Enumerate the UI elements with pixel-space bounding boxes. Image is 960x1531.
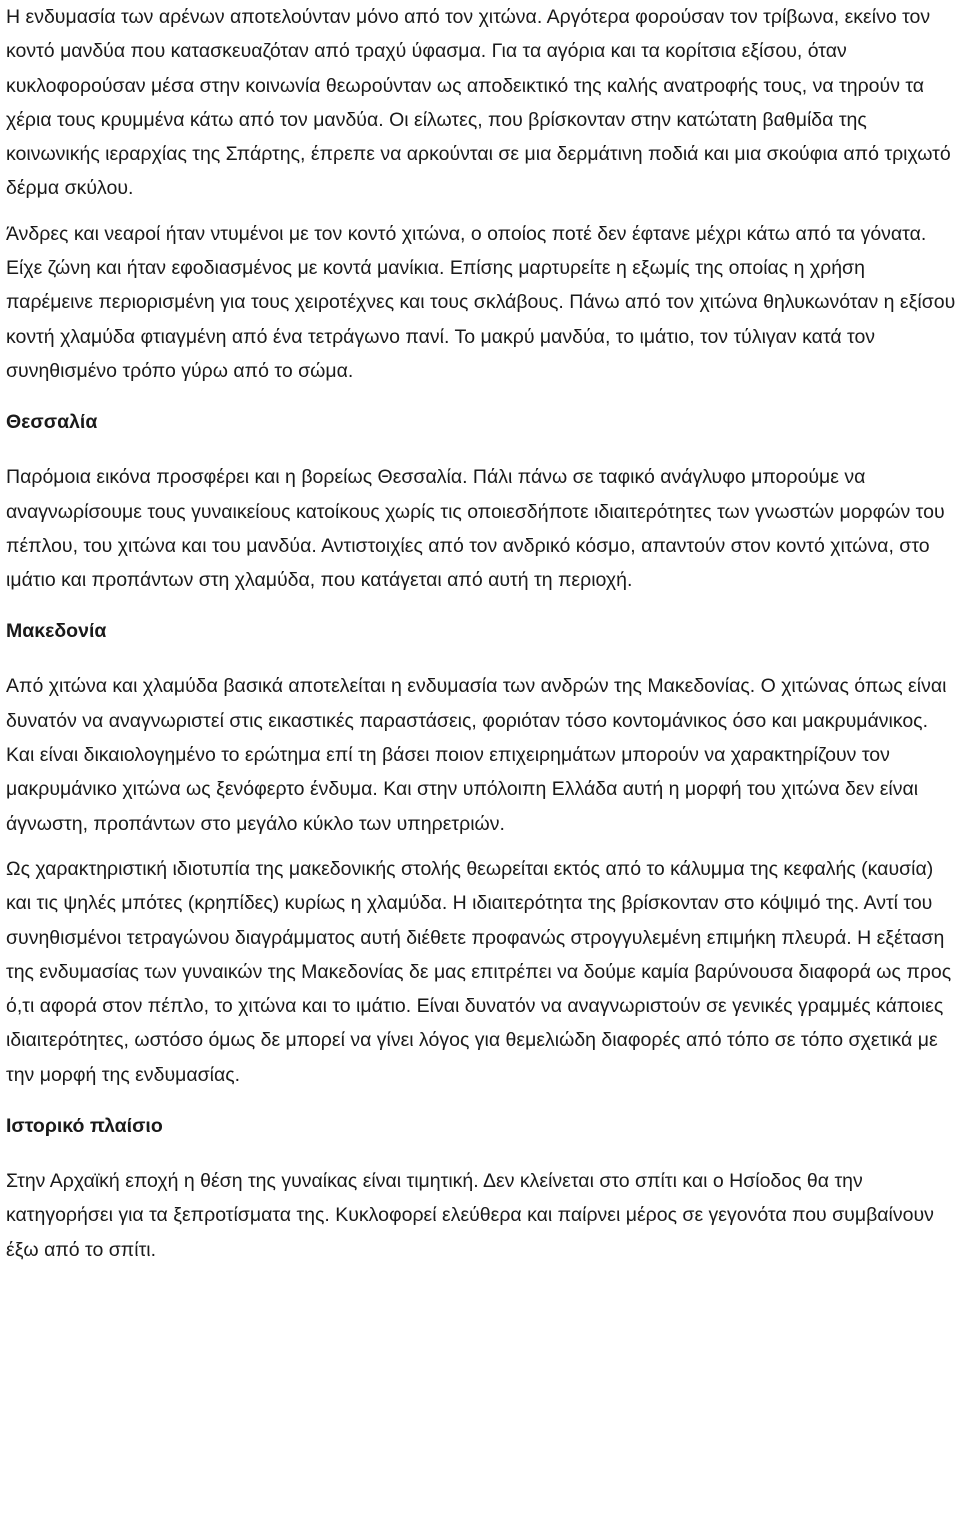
paragraph-men-clothing: Άνδρες και νεαροί ήταν ντυμένοι με τον κοντό χιτώνα, ο οποίος ποτέ δεν έφτανε μέχρι κάτω από τα γόνατα. Είχε ζώνη και ήταν εφοδιασμένος με κοντά μανίκια. Επίσης μαρτυρείτε η εξωμίς της οποίας η χρήση παρέμεινε περιορισμένη για τους χειροτέχνες και τους σκλάβους. Πάνω από τον χιτώνα θηλυκωνόταν η εξίσου κοντή χλαμύδα φτιαγμένη από ένα τετράγωνο πανί. Το μακρύ μανδύα, το ιμάτιο, τον τύλιγαν κατά τον συνηθισμένο τρόπο γύρω από το σώμα. <box>6 222 956 382</box>
heading-thessaly: Θεσσαλία <box>6 411 98 434</box>
paragraph-macedonia-men: Από χιτώνα και χλαμύδα βασικά αποτελείται η ενδυμασία των ανδρών της Μακεδονίας. Ο χιτώνας όπως είναι δυνατόν να αναγνωριστεί στις εικαστικές παραστάσεις, φοριόταν τόσο κοντομάνικος όσο και μακρυμάνικος. Και είναι δικαιολογημένο το ερώτημα επί τη βάσει ποιον επιχειρημάτων μπορούν να χαρακτηρίζουν τον μακρυμάνικο χιτώνα ως ξενόφερτο ένδυμα. Και στην υπόλοιπη Ελλάδα αυτή η μορφή του χιτώνα δεν είναι άγνωστη, προπάντων στο μεγάλο κύκλο των υπηρετριών. <box>6 675 947 835</box>
heading-historical-context: Ιστορικό πλαίσιο <box>6 1115 163 1138</box>
document-page <box>6 0 956 1267</box>
heading-macedonia: Μακεδονία <box>6 620 107 643</box>
paragraph-macedonia-features: Ως χαρακτηριστική ιδιοτυπία της μακεδονικής στολής θεωρείται εκτός από το κάλυμμα της κεφαλής (καυσία) και τις ψηλές μπότες (κρηπίδες) κυρίως η χλαμύδα. Η ιδιαιτερότητα της βρίσκονταν στο κόψιμό της. Αντί του συνηθισμένοι τετραγώνου διαγράμματος αυτή διέθετε προφανώς στρογγυλεμένη επιμήκη πλευρά. Η εξέταση της ενδυμασίας των γυναικών της Μακεδονίας δε μας επιτρέπει να δούμε καμία βαρύνουσα διαφορά ως προς ό,τι αφορά στον πέπλο, το χιτώνα και το ιμάτιο. Είναι δυνατόν να αναγνωριστούν σε γενικές γραμμές κάποιες ιδιαιτερότητες, ωστόσο όμως δε μπορεί να γίνει λόγος για θεμελιώδη διαφορές από τόπο σε τόπο σχετικά με την μορφή της ενδυμασίας. <box>6 857 952 1086</box>
paragraph-thessaly: Παρόμοια εικόνα προσφέρει και η βορείως Θεσσαλία. Πάλι πάνω σε ταφικό ανάγλυφο μπορούμε να αναγνωρίσουμε τους γυναικείους κατοίκους χωρίς τις οποιεσδήποτε ιδιαιτερότητες των γνωστών μορφών του πέπλου, του χιτώνα και του μανδύα. Αντιστοιχίες από τον ανδρικό κόσμο, απαντούν στον κοντό χιτώνα, στο ιμάτιο και προπάντων στη χλαμύδα, που κατάγεται από αυτή τη περιοχή. <box>6 466 945 592</box>
paragraph-sparta-clothing: Η ενδυμασία των αρένων αποτελούνταν μόνο από τον χιτώνα. Αργότερα φορούσαν τον τρίβωνα, εκείνο τον κοντό μανδύα που κατασκευαζόταν από τραχύ ύφασμα. Για τα αγόρια και τα κορίτσια εξίσου, όταν κυκλοφορούσαν μέσα στην κοινωνία θεωρούνταν ως αποδεικτικό της καλής ανατροφής τους, να τηρούν τα χέρια τους κρυμμένα κάτω από τον μανδύα. Οι είλωτες, που βρίσκονταν στην κατώτατη βαθμίδα της κοινωνικής ιεραρχίας της Σπάρτης, έπρεπε να αρκούνται σε μια δερμάτινη ποδιά και μια σκούφια από τριχωτό δέρμα σκύλου. <box>6 6 951 200</box>
paragraph-historical-context: Στην Αρχαϊκή εποχή η θέση της γυναίκας είναι τιμητική. Δεν κλείνεται στο σπίτι και ο Ησίοδος θα την κατηγορήσει για τα ξεπροτίσματα της. Κυκλοφορεί ελεύθερα και παίρνει μέρος σε γεγονότα που συμβαίνουν έξω από το σπίτι. <box>6 1170 934 1261</box>
